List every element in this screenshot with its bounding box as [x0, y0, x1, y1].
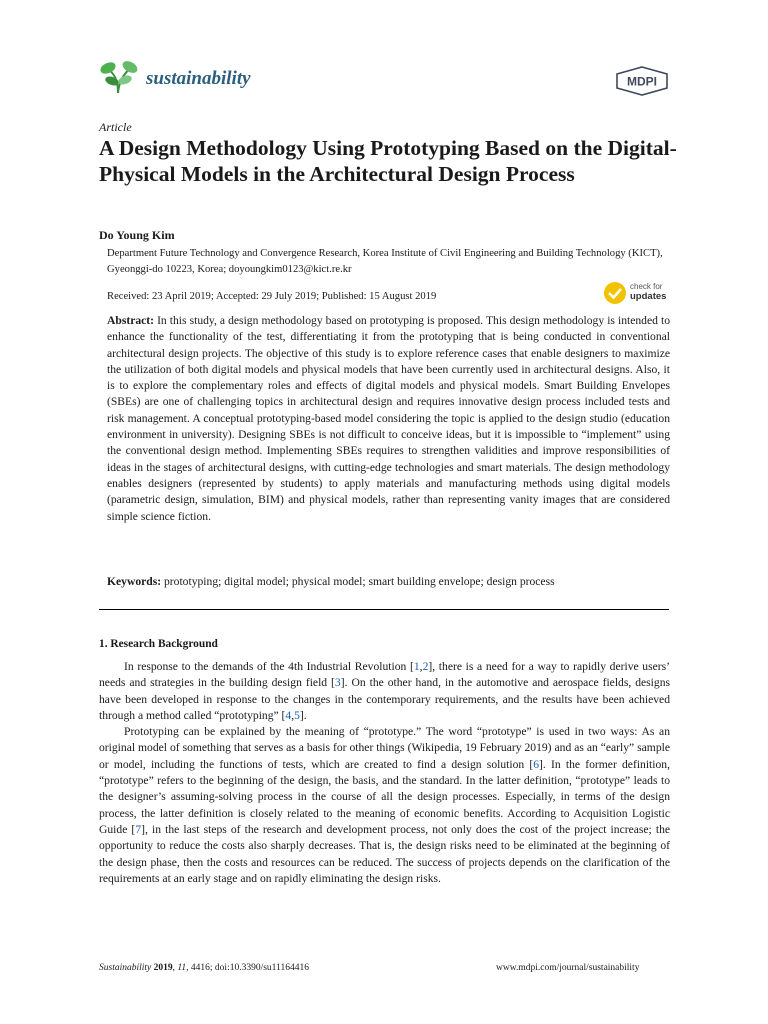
footer-journal-url[interactable]: www.mdpi.com/journal/sustainability [496, 963, 640, 973]
abstract [107, 313, 670, 525]
journal-leaf-logo-icon [98, 59, 138, 95]
keywords-text: prototyping; digital model; physical model; smart building envelope; design process [161, 575, 555, 588]
footer-citation: Sustainability 2019, 11, 4416; doi:10.3390/su11164416 [99, 963, 309, 973]
mdpi-logo [614, 66, 670, 96]
check-updates-line2: updates [630, 291, 667, 302]
mdpi-logo-text: MDPI [627, 74, 657, 89]
article-title: A Design Methodology Using Prototyping Based on the Digital-Physical Models in the Architectural Design Process [99, 136, 677, 186]
journal-name: sustainability [146, 68, 251, 89]
citation-link-6[interactable]: 6 [533, 757, 540, 771]
footer-volume: 11 [177, 963, 187, 973]
abstract-label: Abstract: [107, 314, 155, 327]
publication-dates: Received: 23 April 2019; Accepted: 29 July 2019; Published: 15 August 2019 [107, 291, 437, 302]
check-updates-icon [603, 281, 627, 305]
citation-link-2[interactable]: 2 [422, 660, 429, 673]
section-divider [99, 609, 669, 610]
citation-link-4[interactable]: 4 [285, 708, 292, 722]
paragraph-1: In response to the demands of the 4th Industrial Revolution [1,2], there is a need for a way to rapidly derive users’ needs and strategies in the building design field [3]. On the other hand, in the automotive and aerospace fields, designs have been developed in response to the changes in the contemporary requirements, and the results have been achieved through a method called “prototyping” [4,5]. [99, 660, 670, 722]
citation-link-7[interactable]: 7 [135, 822, 142, 836]
citation-link-1[interactable]: 1 [413, 660, 420, 673]
footer-journal: Sustainability [99, 963, 152, 973]
section-body [99, 659, 670, 887]
keywords-label: Keywords: [107, 575, 162, 588]
section-heading: 1. Research Background [99, 638, 218, 650]
check-for-updates-badge[interactable] [603, 281, 673, 307]
footer-year: 2019 [153, 963, 173, 973]
citation-link-3[interactable]: 3 [334, 676, 341, 690]
keywords [107, 575, 670, 588]
author-affiliation: Department Future Technology and Convergence Research, Korea Institute of Civil Engineering and Building Technology (KICT), Gyeonggi-do 10223, Korea; doyoungkim0123@kict.re.kr [107, 248, 663, 275]
footer-doi: , 4416; doi:10.3390/su11164416 [186, 963, 309, 973]
article-type: Article [99, 120, 132, 134]
author-name: Do Young Kim [99, 228, 175, 242]
paragraph-2: Prototyping can be explained by the meaning of “prototype.” The word “prototype” is used in two ways: As an original model of something that serves as a basis for other things (Wikipedia, 19 February 2019) and as an “early” sample or model, including the functions of tests, which are created to find a design solution [6]. In the former definition, “prototype” refers to the beginning of the design, the basis, and the standard. In the latter definition, “prototype” leads to the designer’s assuming-solving process in the course of all the design processes. Especially, in terms of the design process, the latter definition is closely related to the meaning of economic benefits. According to Acquisition Logistic Guide [7], in the last steps of the research and development process, not only does the cost of the project increase; the opportunity to reduce the costs also sharply decreases. That is, the design risks need to be eliminated at the beginning of the design phase, then the costs and resources can be reduced. The success of projects depends on the clarification of the requirements at an early stage and on rapidly eliminating the design risks. [99, 725, 671, 885]
abstract-text: In this study, a design methodology based on prototyping is proposed. This design methodology is intended to enhance the functionality of the test, differentiating it from the prototyping that is being conducted in conventional architectural design projects. The objective of this study is to explore reference cases that enable designers to maximize the utilization of both digital models and physical models that have been currently used in architectural designs. Also, it is to explore the complementary roles and effects of digital models and physical models. Smart Building Envelopes (SBEs) are one of challenging topics in architectural design and requires innovative design process included tests and risk management. A conceptual prototyping-based model considering the topic is applied to the design studio (education environment in university). Designing SBEs is not difficult to conceive ideas, but it is impossible to “implement” using the conventional design method. Implementing SBEs requires to strengthen validities and improve responsibilities of ideas in the stages of architectural designs, with cutting-edge technologies and smart materials. The design methodology enables designers (represented by students) to apply materials and manufacturing methods using digital models (parametric design, simulation, BIM) and physical models, rather than representing vanity images that are considered simple science fiction. [107, 314, 670, 523]
check-updates-line1: check for [630, 282, 663, 291]
citation-link-5[interactable]: 5 [294, 708, 300, 722]
